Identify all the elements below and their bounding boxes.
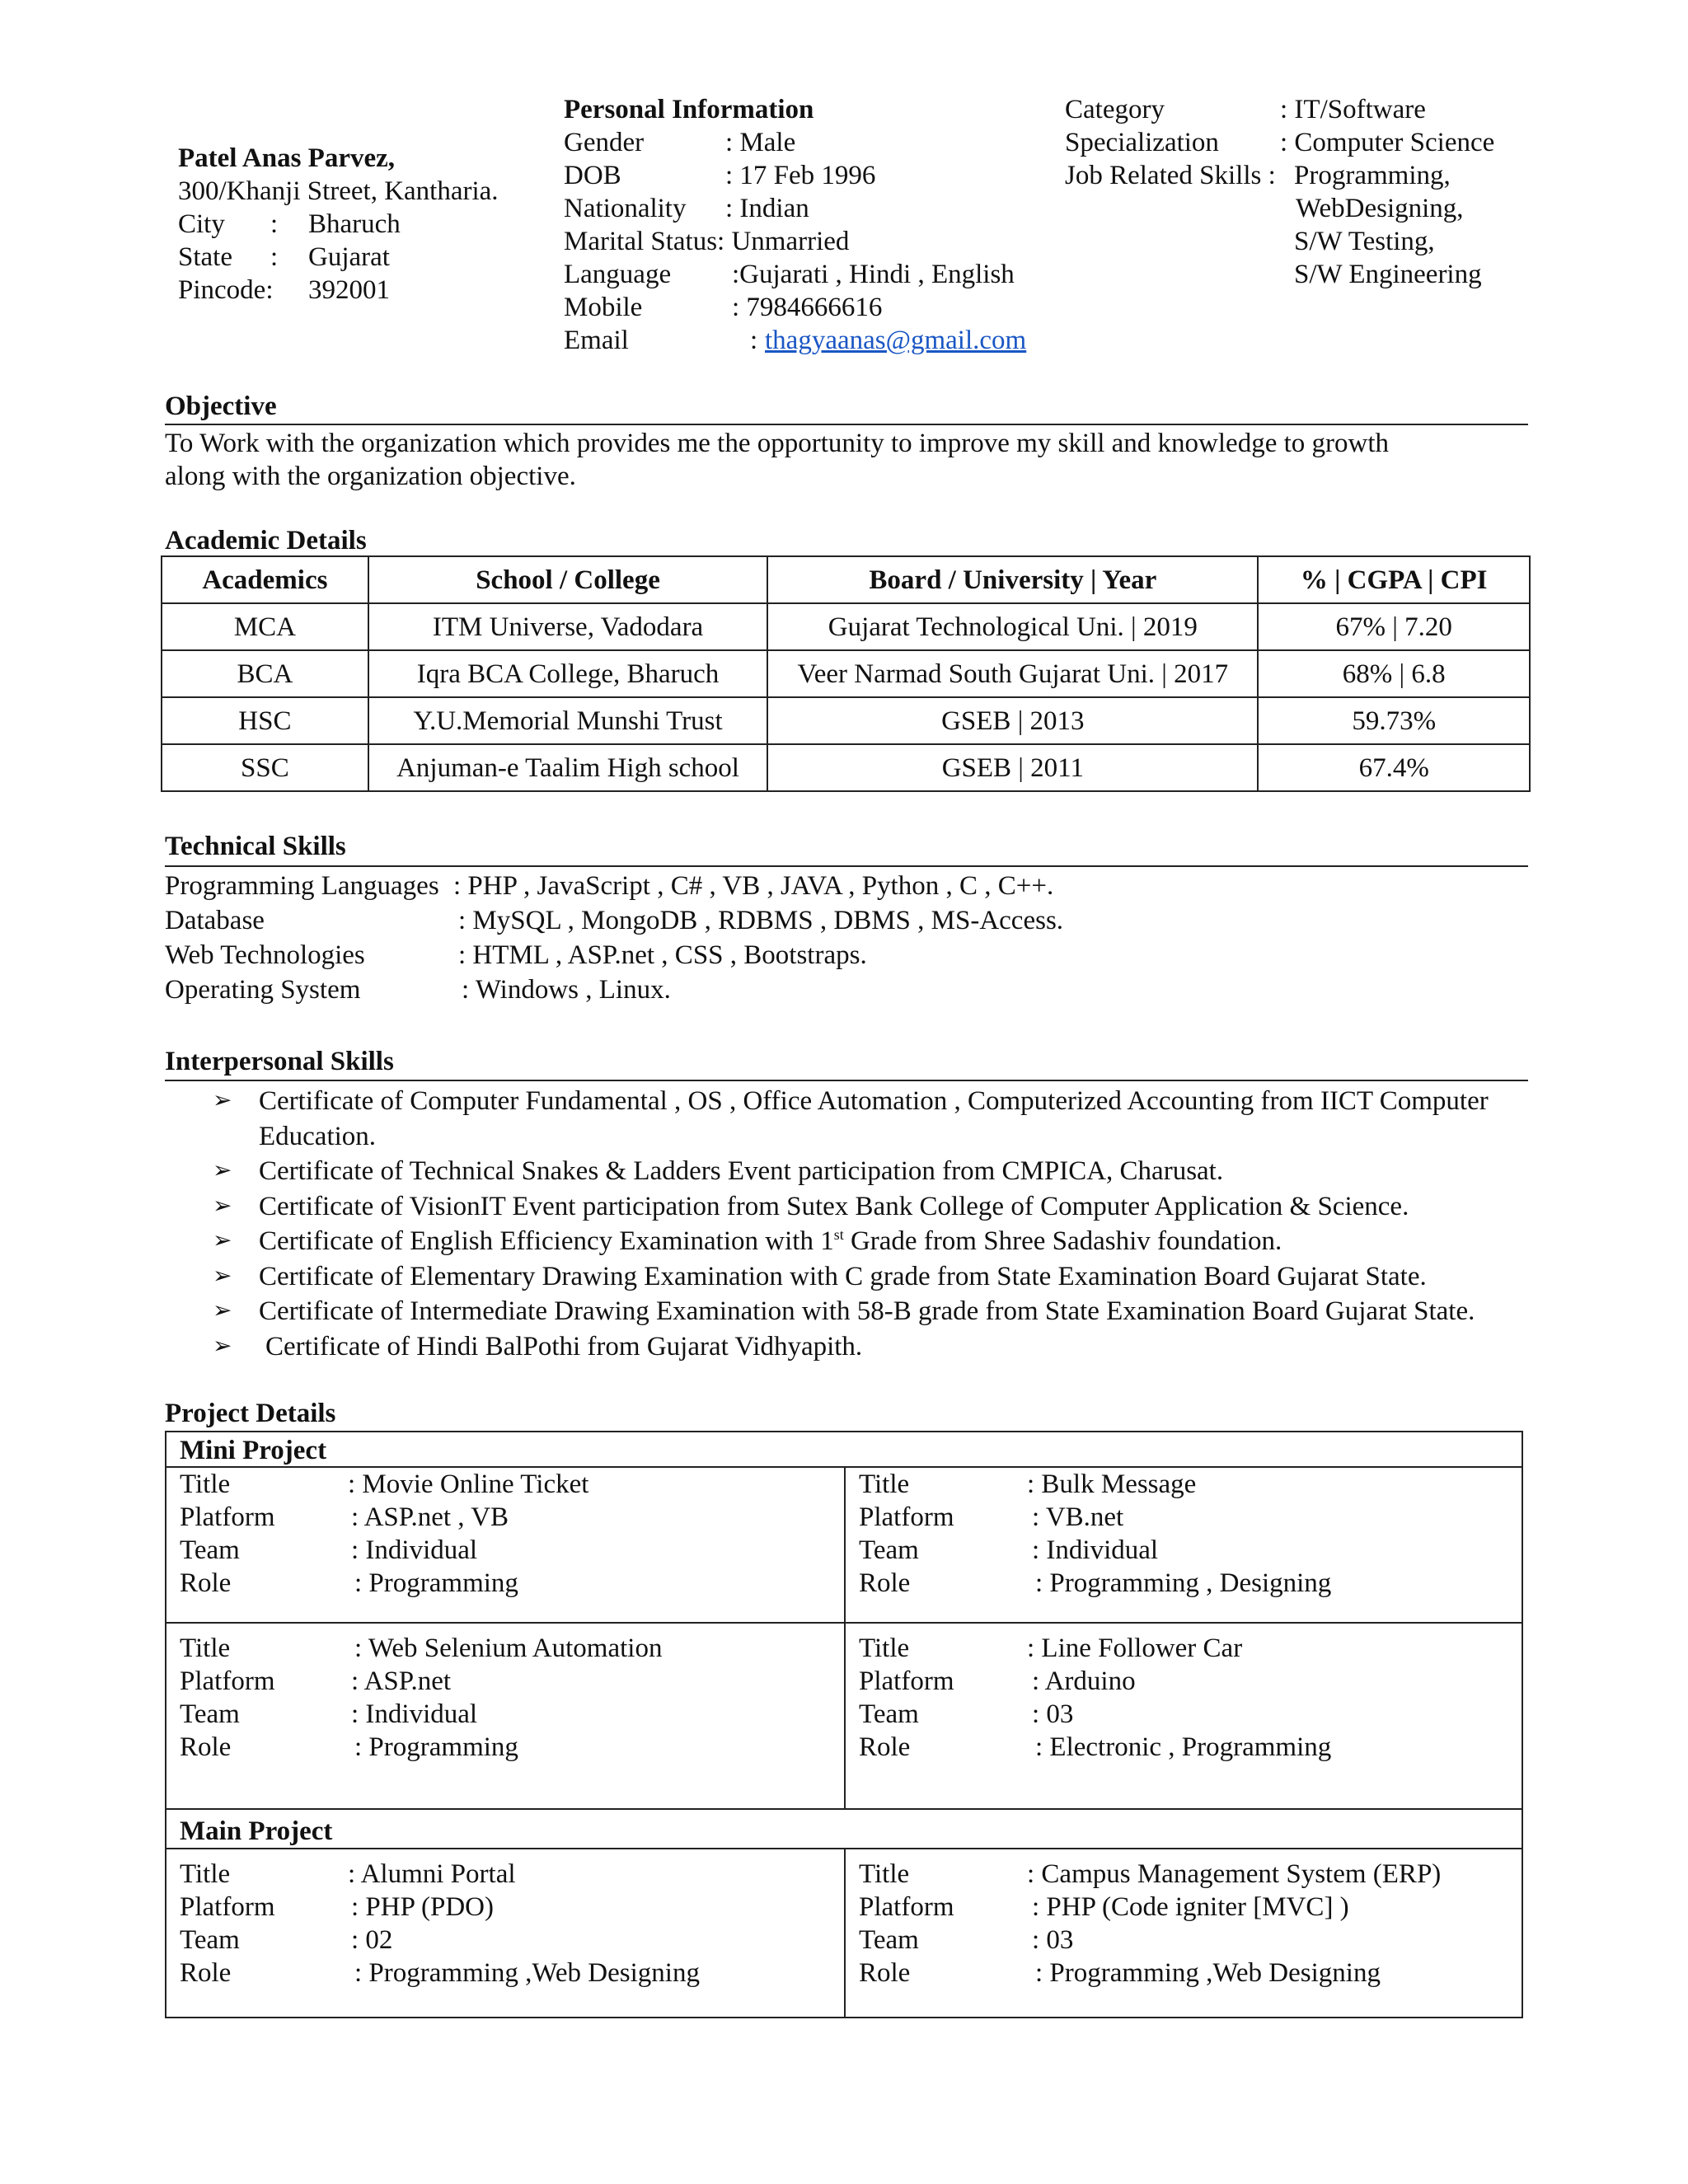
interpersonal-heading: Interpersonal Skills	[165, 1047, 394, 1076]
interpersonal-rule	[165, 1080, 1528, 1081]
skills-value-4: S/W Engineering	[1294, 260, 1482, 289]
team-label: Team	[859, 1699, 919, 1729]
arrow-bullet-icon: ➢	[213, 1193, 232, 1219]
platform-value: : ASP.net , VB	[351, 1502, 509, 1532]
team-value: : Individual	[351, 1699, 478, 1729]
tech-label: Database	[165, 906, 265, 935]
mini-project-cell	[844, 1466, 1523, 1624]
tech-row-os	[165, 973, 671, 1006]
platform-label: Platform	[180, 1502, 275, 1532]
table-row	[162, 744, 1530, 791]
category-row	[1065, 93, 1426, 126]
tech-value: : Windows , Linux.	[462, 975, 671, 1005]
role-value: : Programming	[354, 1568, 518, 1598]
role-value: : Programming	[354, 1732, 518, 1762]
nationality-label: Nationality	[564, 194, 687, 223]
specialization-value: : Computer Science	[1280, 128, 1495, 157]
role-value: : Programming ,Web Designing	[354, 1958, 700, 1988]
team-label: Team	[180, 1925, 240, 1955]
team-label: Team	[859, 1925, 919, 1955]
role-label: Role	[859, 1958, 911, 1988]
pincode-value: 392001	[308, 275, 390, 305]
skills-value-1: Programming,	[1294, 161, 1451, 190]
main-project-heading: Main Project	[165, 1808, 1523, 1849]
platform-value: : PHP (Code igniter [MVC] )	[1032, 1892, 1349, 1922]
arrow-bullet-icon: ➢	[213, 1333, 232, 1359]
state-row	[178, 241, 390, 274]
list-item: ➢ Certificate of English Efficiency Examination with 1st Grade from Shree Sadashiv foundation.	[165, 1224, 1533, 1259]
team-label: Team	[859, 1535, 919, 1565]
title-label: Title	[180, 1469, 231, 1499]
academic-heading: Academic Details	[165, 526, 367, 555]
col-academics: Academics	[162, 556, 368, 603]
state-sep: :	[270, 242, 279, 272]
tech-value: : HTML , ASP.net , CSS , Bootstraps.	[458, 940, 867, 970]
title-value: : Movie Online Ticket	[348, 1469, 589, 1499]
gender-row	[564, 126, 796, 159]
nationality-row	[564, 192, 809, 225]
mini-project-heading: Mini Project	[165, 1431, 1523, 1467]
language-label: Language	[564, 260, 672, 289]
col-school: School / College	[368, 556, 767, 603]
marital-status: Marital Status: Unmarried	[564, 227, 850, 256]
cell-academics: HSC	[162, 697, 368, 744]
skills-value-2: WebDesigning,	[1296, 194, 1464, 223]
team-value: : 03	[1032, 1699, 1074, 1729]
skills-value-3: S/W Testing,	[1294, 227, 1435, 256]
academic-header-row	[162, 556, 1530, 603]
title-label: Title	[859, 1469, 910, 1499]
platform-value: : ASP.net	[351, 1666, 452, 1696]
pincode-row	[178, 274, 390, 307]
city-sep: :	[270, 209, 279, 239]
role-label: Role	[859, 1568, 911, 1598]
tech-row-web	[165, 939, 867, 972]
platform-value: : VB.net	[1032, 1502, 1124, 1532]
team-value: : Individual	[351, 1535, 478, 1565]
platform-label: Platform	[180, 1892, 275, 1922]
mobile-row	[564, 291, 883, 324]
tech-row-programming	[165, 869, 1054, 902]
objective-line-1: To Work with the organization which provides me the opportunity to improve my skill and knowledge to growth	[165, 429, 1389, 458]
title-label: Title	[859, 1859, 910, 1889]
objective-heading: Objective	[165, 391, 277, 421]
cell-school: Y.U.Memorial Munshi Trust	[368, 697, 767, 744]
list-item: ➢ Certificate of Computer Fundamental , OS , Office Automation , Computerized Accounting from IICT Computer Education.	[165, 1084, 1533, 1154]
objective-line-2: along with the organization objective.	[165, 462, 576, 491]
email-sep: :	[750, 326, 758, 355]
language-value: :Gujarati , Hindi , English	[732, 260, 1015, 289]
col-board: Board / University | Year	[767, 556, 1258, 603]
role-label: Role	[859, 1732, 911, 1762]
technical-rule	[165, 865, 1528, 867]
cell-score: 67% | 7.20	[1258, 603, 1530, 650]
tech-value: : PHP , JavaScript , C# , VB , JAVA , Python , C , C++.	[453, 871, 1054, 901]
table-row	[162, 697, 1530, 744]
cell-academics: BCA	[162, 650, 368, 697]
specialization-row	[1065, 126, 1495, 159]
project-heading: Project Details	[165, 1399, 336, 1428]
arrow-bullet-icon: ➢	[213, 1158, 232, 1183]
table-row	[162, 650, 1530, 697]
list-item: ➢ Certificate of Hindi BalPothi from Gujarat Vidhyapith.	[165, 1329, 1533, 1365]
platform-label: Platform	[859, 1502, 954, 1532]
team-label: Team	[180, 1699, 240, 1729]
platform-label: Platform	[859, 1892, 954, 1922]
cell-score: 68% | 6.8	[1258, 650, 1530, 697]
technical-heading: Technical Skills	[165, 832, 346, 861]
email-link[interactable]: thagyaanas@gmail.com	[765, 326, 1027, 355]
platform-value: : Arduino	[1032, 1666, 1136, 1696]
list-item: ➢ Certificate of Technical Snakes & Ladders Event participation from CMPICA, Charusat.	[165, 1154, 1533, 1189]
cell-board: GSEB | 2013	[767, 697, 1258, 744]
cell-school: Iqra BCA College, Bharuch	[368, 650, 767, 697]
tech-label: Programming Languages	[165, 871, 439, 901]
skills-row	[1065, 159, 1451, 192]
state-value: Gujarat	[308, 242, 390, 272]
specialization-label: Specialization	[1065, 128, 1219, 157]
team-value: : 02	[351, 1925, 393, 1955]
list-item: ➢ Certificate of VisionIT Event participation from Sutex Bank College of Computer Application & Science.	[165, 1189, 1533, 1225]
mobile-value: : 7984666616	[732, 293, 883, 322]
col-score: % | CGPA | CPI	[1258, 556, 1530, 603]
role-value: : Programming , Designing	[1035, 1568, 1332, 1598]
cell-academics: SSC	[162, 744, 368, 791]
arrow-bullet-icon: ➢	[213, 1088, 232, 1113]
cell-score: 59.73%	[1258, 697, 1530, 744]
tech-value: : MySQL , MongoDB , RDBMS , DBMS , MS-Access.	[458, 906, 1064, 935]
address: 300/Khanji Street, Kantharia.	[178, 176, 499, 206]
title-value: : Web Selenium Automation	[354, 1633, 663, 1663]
gender-value: : Male	[725, 128, 796, 157]
personal-info-heading: Personal Information	[564, 95, 814, 124]
arrow-bullet-icon: ➢	[213, 1298, 232, 1324]
main-project-cell	[844, 1848, 1523, 2018]
dob-label: DOB	[564, 161, 621, 190]
cell-board: Gujarat Technological Uni. | 2019	[767, 603, 1258, 650]
cell-school: ITM Universe, Vadodara	[368, 603, 767, 650]
nationality-value: : Indian	[725, 194, 809, 223]
cell-board: GSEB | 2011	[767, 744, 1258, 791]
skills-label: Job Related Skills :	[1065, 161, 1276, 190]
title-value: : Campus Management System (ERP)	[1027, 1859, 1442, 1889]
platform-value: : PHP (PDO)	[351, 1892, 494, 1922]
list-item: ➢ Certificate of Intermediate Drawing Examination with 58-B grade from State Examination Board Gujarat State.	[165, 1294, 1533, 1329]
gender-label: Gender	[564, 128, 645, 157]
tech-row-database	[165, 904, 1064, 937]
pincode-label: Pincode:	[178, 275, 274, 305]
title-value: : Bulk Message	[1027, 1469, 1197, 1499]
cell-board: Veer Narmad South Gujarat Uni. | 2017	[767, 650, 1258, 697]
tech-label: Operating System	[165, 975, 361, 1005]
role-label: Role	[180, 1732, 232, 1762]
email-label: Email	[564, 326, 629, 355]
dob-value: : 17 Feb 1996	[725, 161, 876, 190]
cell-school: Anjuman-e Taalim High school	[368, 744, 767, 791]
team-value: : 03	[1032, 1925, 1074, 1955]
city-value: Bharuch	[308, 209, 401, 239]
platform-label: Platform	[180, 1666, 275, 1696]
academic-table	[161, 555, 1531, 792]
mobile-label: Mobile	[564, 293, 643, 322]
city-label: City	[178, 209, 225, 239]
mini-project-cell	[844, 1622, 1523, 1810]
category-label: Category	[1065, 95, 1165, 124]
title-label: Title	[180, 1633, 231, 1663]
certificates-list	[165, 1084, 1533, 1364]
state-label: State	[178, 242, 232, 272]
role-label: Role	[180, 1568, 232, 1598]
city-row	[178, 208, 401, 241]
tech-label: Web Technologies	[165, 940, 365, 970]
dob-row	[564, 159, 876, 192]
cell-academics: MCA	[162, 603, 368, 650]
mini-project-cell	[165, 1466, 846, 1624]
role-value: : Electronic , Programming	[1035, 1732, 1332, 1762]
platform-label: Platform	[859, 1666, 954, 1696]
title-value: : Alumni Portal	[348, 1859, 516, 1889]
mini-project-cell	[165, 1622, 846, 1810]
team-label: Team	[180, 1535, 240, 1565]
candidate-name: Patel Anas Parvez,	[178, 143, 396, 173]
list-item: ➢ Certificate of Elementary Drawing Examination with C grade from State Examination Board Gujarat State.	[165, 1259, 1533, 1295]
arrow-bullet-icon: ➢	[213, 1263, 232, 1289]
category-value: : IT/Software	[1280, 95, 1426, 124]
language-row	[564, 258, 1015, 291]
objective-rule	[165, 424, 1528, 425]
team-value: : Individual	[1032, 1535, 1159, 1565]
role-value: : Programming ,Web Designing	[1035, 1958, 1381, 1988]
cell-score: 67.4%	[1258, 744, 1530, 791]
main-project-cell	[165, 1848, 846, 2018]
title-label: Title	[180, 1859, 231, 1889]
arrow-bullet-icon: ➢	[213, 1228, 232, 1254]
table-row	[162, 603, 1530, 650]
role-label: Role	[180, 1958, 232, 1988]
email-row	[564, 324, 1027, 357]
title-value: : Line Follower Car	[1027, 1633, 1243, 1663]
title-label: Title	[859, 1633, 910, 1663]
